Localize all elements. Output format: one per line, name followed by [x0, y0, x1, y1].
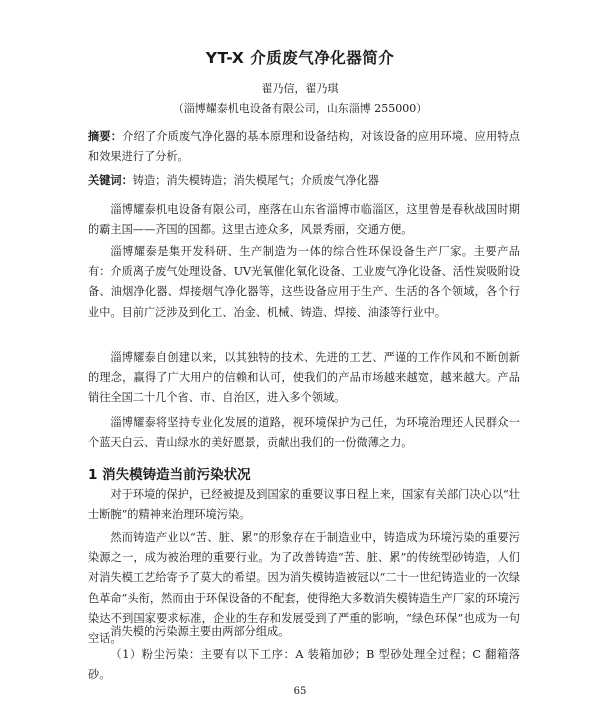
- abstract-text: 介绍了介质废气净化器的基本原理和设备结构，对该设备的应用环境、应用特点和效果进行了分析。: [88, 130, 520, 164]
- body-paragraph: 淄博耀泰自创建以来，以其独特的技术、先进的工艺、严谨的工作作风和不断创新的理念，赢得了广大用户的信赖和认可，使我们的产品市场越来越宽，越来越大。产品销往全国二十几个省、市、自治区，进入多个领域。: [88, 351, 520, 405]
- section-paragraph: 然而铸造产业以“苦、脏、累”的形象存在于制造业中，铸造成为环境污染的重要污染源之一，成为被治理的重要行业。为了改善铸造“苦、脏、累”的传统型砂铸造，人们对消失模工艺给寄予了莫大的希望。因为消失模铸造被冠以“二十一世纪铸造业的一次绿色革命”头衔，然而由于环保设备的不配套，使得绝大多数消失模铸造生产厂家的环境污染达不到国家要求标准，企业的生存和发展受到了严重的影响，“绿色环保”也成为一句空话。: [88, 531, 520, 646]
- body-paragraph: 淄博耀泰将坚持专业化发展的道路，视环境保护为己任，为环境治理还人民群众一个蓝天白云、青山绿水的美好愿景，贡献出我们的一份微薄之力。: [88, 416, 520, 450]
- keywords: [88, 171, 520, 191]
- body-paragraph: 淄博耀泰机电设备有限公司，座落在山东省淄博市临淄区，这里曾是春秋战国时期的霸主国——齐国的国都。这里古迹众多，风景秀丽，交通方便。: [88, 203, 520, 237]
- section-heading: 1 消失模铸造当前污染状况: [88, 467, 251, 483]
- keywords-label: 关键词：: [88, 174, 133, 187]
- section-paragraph: 对于环境的保护，已经被提及到国家的重要议事日程上来，国家有关部门决心以“壮士断腕”的精神来治理环境污染。: [88, 488, 520, 522]
- abstract: [88, 127, 520, 167]
- body-paragraph: 淄博耀泰是集开发科研、生产制造为一体的综合性环保设备生产厂家。主要产品有：介质离子废气处理设备、UV光氧催化氧化设备、工业废气净化设备、活性炭吸附设备、油烟净化器、焊接烟气净化器等，这些设备应用于生产、生活的各个领域，各个行业中。目前广泛涉及到化工、冶金、机械、铸造、焊接、油漆等行业中。: [88, 245, 520, 319]
- paper-title: YT-X 介质废气净化器简介: [205, 49, 395, 67]
- paper-authors: 翟乃信，翟乃琪: [261, 82, 339, 95]
- page-number: 65: [293, 686, 307, 697]
- paper-affiliation: （淄博耀泰机电设备有限公司，山东淄博 255000）: [172, 102, 428, 115]
- keywords-text: 铸造；消失模铸造；消失模尾气；介质废气净化器: [132, 174, 379, 187]
- abstract-label: 摘要：: [88, 130, 123, 143]
- section-paragraph: 消失模的污染源主要由两部分组成。: [110, 625, 290, 638]
- section-paragraph: （1）粉尘污染：主要有以下工序：A 装箱加砂；B 型砂处理全过程；C 翻箱落砂。: [88, 648, 520, 682]
